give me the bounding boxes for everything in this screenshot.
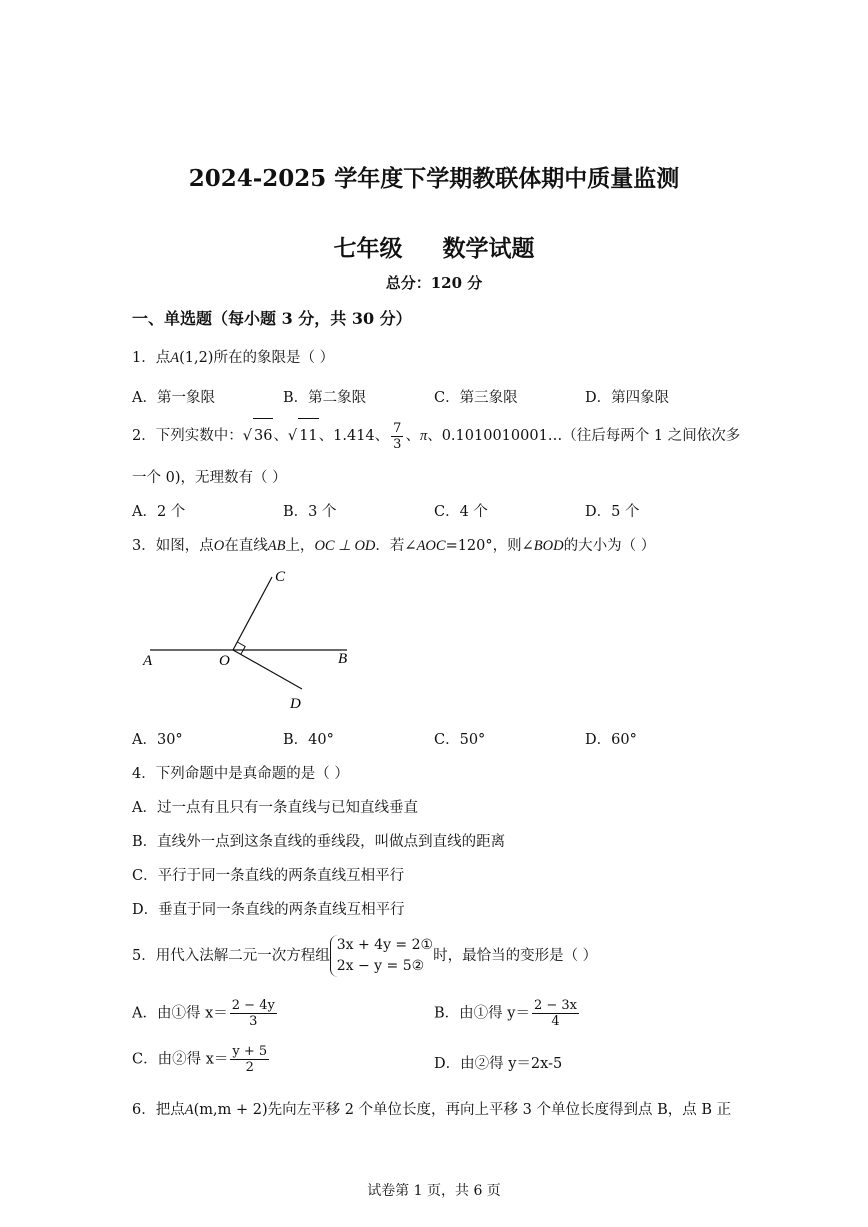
q4-option-a: A．过一点有且只有一条直线与已知直线垂直 [132, 800, 418, 816]
q2-decimal: 1.414 [333, 428, 375, 444]
total-score: 总分：120 分 [385, 274, 483, 292]
q2-pi: π [419, 428, 428, 444]
equation-1: 3x + 4y = 2① [336, 937, 434, 953]
q2-fraction: $\frac{7}{3}$ [393, 420, 402, 452]
angle-figure [135, 565, 365, 715]
q4-option-b: B．直线外一点到这条直线的垂线段，叫做点到直线的距离 [132, 834, 506, 850]
q2-line-2: 一个 0)，无理数有（ ） [132, 470, 287, 486]
q2-option-a: A．2 个 [132, 504, 186, 520]
page-footer: 试卷第 1 页，共 6 页 [367, 1183, 501, 1199]
label-o: O [219, 653, 230, 669]
label-d: D [290, 696, 301, 712]
question-6: 6．把点A(m,m + 2)先向左平移 2 个单位长度，再向上平移 3 个单位长度得到点 B，点 B 正 [132, 1102, 732, 1118]
label-a: A [143, 653, 153, 669]
q1-prefix: 1．点 [132, 350, 171, 366]
question-3: 3．如图，点O在直线AB上，OC ⊥ OD．若∠AOC=120°，则∠BOD的大小为（ ） [132, 538, 656, 554]
question-4: 4．下列命题中是真命题的是（ ） [132, 766, 349, 782]
q1-point: A [170, 350, 180, 366]
equation-2: 2x − y = 5② [336, 958, 425, 974]
q2-radical-1: 36 [253, 418, 273, 453]
ray-od [233, 650, 302, 689]
q5-option-a: A．由①得 x＝ $\frac{2 - 4y}{3}$ [132, 998, 275, 1029]
q3-option-d: D．60° [585, 732, 637, 748]
q5-option-b: B．由①得 y＝ $\frac{2 - 3x}{4}$ [434, 998, 577, 1029]
q1-option-d: D．第四象限 [585, 390, 670, 406]
q3-option-a: A．30° [132, 732, 183, 748]
question-1 [132, 346, 334, 367]
q1-option-b: B．第二象限 [283, 390, 367, 406]
subject-label: 数学试题 [442, 235, 535, 262]
q3-option-b: B．40° [283, 732, 334, 748]
q2-option-b: B．3 个 [283, 504, 337, 520]
q4-option-d: D．垂直于同一条直线的两条直线互相平行 [132, 902, 405, 918]
q5-prefix: 5．用代入法解二元一次方程组 [132, 948, 330, 964]
label-c: C [275, 569, 286, 585]
q2-option-d: D．5 个 [585, 504, 640, 520]
label-b: B [338, 651, 348, 667]
q1-suffix: 所在的象限是（ ） [213, 350, 335, 366]
q2-long-decimal: 0.1010010001…（往后每两个 1 之间依次多 [441, 428, 741, 444]
ray-oc [233, 577, 272, 650]
q1-option-c: C．第三象限 [434, 390, 518, 406]
question-2: 2．下列实数中：√ 36、√ 11、1.414、 $\frac{7}{3}$ 、π、0.1010010001…（往后每两个 1 之间依次多 [132, 418, 740, 453]
grade-label: 七年级 [333, 235, 403, 262]
q2-prefix: 2．下列实数中： [132, 428, 243, 444]
q2-radical-2: 11 [298, 418, 318, 453]
q1-option-a: A．第一象限 [132, 390, 215, 406]
exam-title: 2024-2025 学年度下学期教联体期中质量监测 [188, 165, 680, 192]
equation-system [330, 935, 433, 977]
q3-option-c: C．50° [434, 732, 486, 748]
q5-option-c: C．由②得 x＝ $\frac{y + 5}{2}$ [132, 1044, 268, 1075]
exam-subtitle [0, 230, 868, 263]
q2-option-c: C．4 个 [434, 504, 488, 520]
q1-coords: (1,2) [179, 350, 214, 366]
q5-option-d: D．由②得 y＝2x-5 [434, 1056, 563, 1072]
q4-option-c: C．平行于同一条直线的两条直线互相平行 [132, 868, 405, 884]
question-5 [132, 932, 597, 980]
section-heading: 一、单选题（每小题 3 分，共 30 分） [132, 309, 412, 328]
q5-suffix: 时，最恰当的变形是（ ） [433, 948, 598, 964]
